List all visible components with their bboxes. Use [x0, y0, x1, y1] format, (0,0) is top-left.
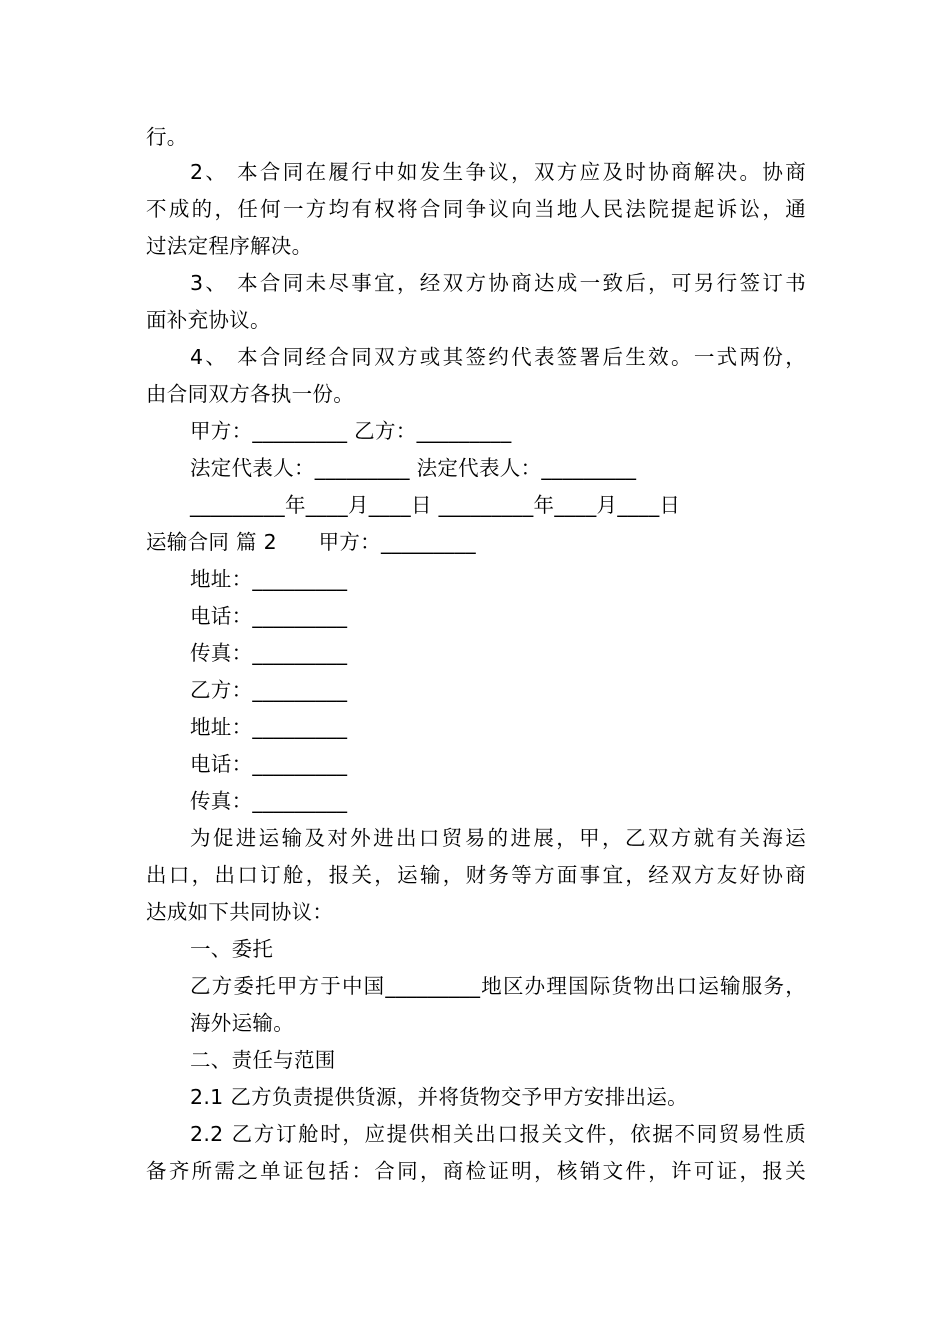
party-field: 电话：_________	[190, 604, 348, 628]
text-line: 备齐所需之单证包括：合同，商检证明，核销文件，许可证，报关	[146, 1159, 806, 1183]
text-line: 乙方委托甲方于中国_________地区办理国际货物出口运输服务，	[190, 974, 806, 998]
clause-heading: 一、委托	[190, 937, 274, 961]
text-line: 面补充协议。	[146, 308, 271, 332]
party-field: 传真：_________	[190, 641, 348, 665]
text-line: 行。	[146, 125, 188, 149]
text-line: 2、 本合同在履行中如发生争议，双方应及时协商解决。协商	[190, 160, 806, 184]
party-field: 电话：_________	[190, 752, 348, 776]
text-line: 不成的，任何一方均有权将合同争议向当地人民法院提起诉讼，通	[146, 197, 806, 221]
section-heading: 运输合同 篇 2 甲方：_________	[146, 530, 476, 554]
text-line: 4、 本合同经合同双方或其签约代表签署后生效。一式两份，	[190, 345, 806, 369]
clause-heading: 二、责任与范围	[190, 1048, 336, 1072]
text-line: 过法定程序解决。	[146, 234, 313, 258]
text-line: 2.2 乙方订舱时，应提供相关出口报关文件，依据不同贸易性质	[190, 1122, 806, 1146]
text-line: 为促进运输及对外进出口贸易的进展，甲，乙双方就有关海运	[190, 826, 806, 850]
text-line: 2.1 乙方负责提供货源，并将货物交予甲方安排出运。	[190, 1085, 688, 1109]
text-line: 3、 本合同未尽事宜，经双方协商达成一致后，可另行签订书	[190, 271, 806, 295]
party-field: 地址：_________	[190, 715, 348, 739]
text-line: 达成如下共同协议：	[146, 900, 334, 924]
text-line: 海外运输。	[190, 1011, 294, 1035]
text-line: 由合同双方各执一份。	[146, 382, 354, 406]
signature-party-line: 甲方：_________ 乙方：_________	[190, 419, 512, 443]
party-field: 乙方：_________	[190, 678, 348, 702]
signature-date-line: _________年____月____日 _________年____月____日	[190, 493, 681, 517]
party-field: 地址：_________	[190, 567, 348, 591]
party-field: 传真：_________	[190, 789, 348, 813]
signature-rep-line: 法定代表人：_________ 法定代表人：_________	[190, 456, 637, 480]
text-line: 出口，出口订舱，报关，运输，财务等方面事宜，经双方友好协商	[146, 863, 806, 887]
